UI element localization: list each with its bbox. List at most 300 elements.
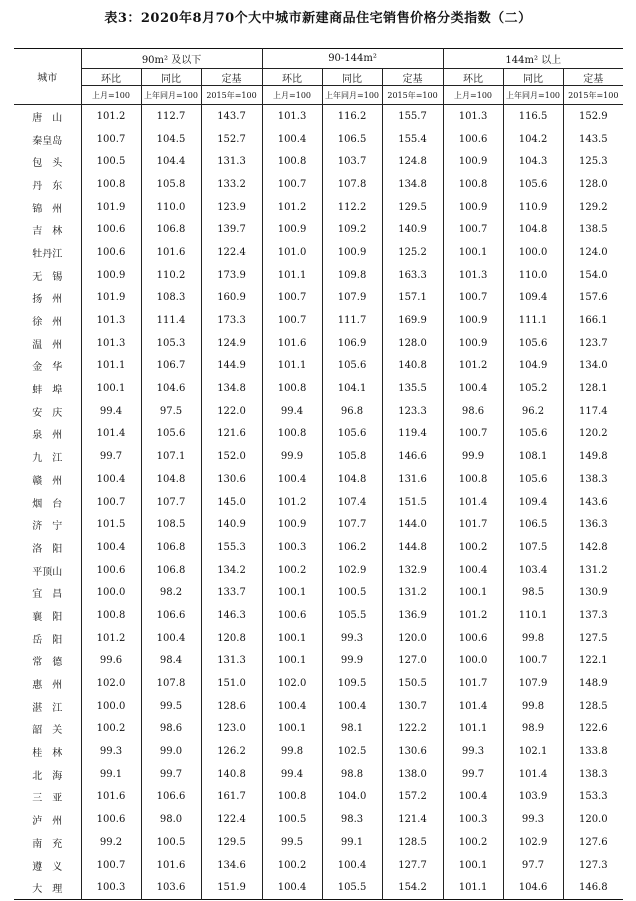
table-row [14,377,623,400]
index-value: 104.8 [141,468,201,491]
index-value: 128.1 [578,383,608,395]
index-value: 116.5 [503,105,563,128]
index-value: 138.0 [382,763,443,786]
index-value: 111.1 [503,309,563,332]
index-value: 99.8 [503,695,563,718]
index-value: 143.6 [578,496,608,508]
index-value: 139.7 [201,218,262,241]
index-value: 107.8 [141,672,201,695]
city-name: 包 头 [14,150,81,173]
index-value: 99.4 [262,763,322,786]
table-row [14,128,623,151]
index-value: 123.9 [201,196,262,219]
index-value: 100.0 [81,581,141,604]
index-value: 99.0 [141,740,201,763]
index-value: 98.0 [141,808,201,831]
index-value: 100.1 [262,581,322,604]
index-value: 125.3 [578,156,608,168]
index-value: 106.9 [322,332,382,355]
index-value: 99.5 [262,831,322,854]
city-name: 温 州 [14,332,81,355]
index-value: 105.6 [503,173,563,196]
index-value: 100.7 [262,287,322,310]
index-value: 100.9 [262,218,322,241]
index-value: 105.6 [503,332,563,355]
index-value: 127.3 [578,859,608,871]
city-name: 大 理 [14,876,81,899]
index-value: 100.7 [81,128,141,151]
index-value: 99.3 [503,808,563,831]
index-value: 99.4 [81,400,141,423]
index-value: 127.6 [578,836,608,848]
index-value: 143.5 [578,133,608,145]
index-value: 123.3 [382,400,443,423]
index-value: 128.6 [201,695,262,718]
index-value: 152.9 [578,110,608,122]
index-value: 107.1 [141,445,201,468]
table-row [14,627,623,650]
index-value: 100.3 [262,536,322,559]
index-value: 121.4 [382,808,443,831]
index-value: 100.7 [503,650,563,673]
index-value: 152.0 [201,445,262,468]
city-name: 秦皇岛 [14,128,81,151]
index-value: 133.2 [201,173,262,196]
index-value: 96.8 [322,400,382,423]
index-value: 100.7 [81,491,141,514]
index-value: 103.7 [322,150,382,173]
index-value: 105.6 [141,423,201,446]
index-value: 106.8 [141,536,201,559]
city-name: 遵 义 [14,854,81,877]
index-value: 107.8 [322,173,382,196]
index-value: 104.6 [141,377,201,400]
index-value: 173.9 [201,264,262,287]
city-name: 岳 阳 [14,627,81,650]
index-value: 101.1 [262,355,322,378]
index-value: 99.3 [322,627,382,650]
index-value: 100.0 [443,650,503,673]
index-value: 160.9 [201,287,262,310]
index-value: 100.6 [81,241,141,264]
index-value: 100.2 [443,831,503,854]
index-value: 124.9 [201,332,262,355]
index-value: 146.3 [201,604,262,627]
index-value: 100.4 [81,536,141,559]
table-row [14,355,623,378]
index-value: 103.6 [141,876,201,899]
index-value: 110.1 [503,604,563,627]
index-value: 128.0 [382,332,443,355]
city-name: 桂 林 [14,740,81,763]
index-value: 122.2 [382,718,443,741]
metric-header: 定基 [382,69,443,86]
table-row [14,196,623,219]
table-row [14,491,623,514]
table-row [14,536,623,559]
index-value: 103.4 [503,559,563,582]
city-name: 北 海 [14,763,81,786]
table-row [14,173,623,196]
index-value: 100.8 [81,604,141,627]
index-value: 127.0 [382,650,443,673]
index-value: 102.0 [81,672,141,695]
index-value: 122.4 [201,241,262,264]
index-value: 130.6 [201,468,262,491]
table-row [14,400,623,423]
index-value: 105.8 [322,445,382,468]
base-header: 上月=100 [81,86,141,105]
index-value: 108.5 [141,513,201,536]
index-value: 117.4 [578,405,608,417]
table-row [14,763,623,786]
index-value: 100.1 [443,241,503,264]
city-name: 惠 州 [14,672,81,695]
city-name: 安 庆 [14,400,81,423]
index-value: 99.1 [81,763,141,786]
city-name: 泸 州 [14,808,81,831]
base-header: 2015年=100 [201,86,262,105]
index-value: 100.8 [262,150,322,173]
index-value: 104.4 [141,150,201,173]
index-value: 151.9 [201,876,262,899]
index-value: 106.6 [141,604,201,627]
index-value: 106.2 [322,536,382,559]
index-value: 110.9 [503,196,563,219]
index-value: 104.9 [503,355,563,378]
index-value: 157.1 [382,287,443,310]
index-value: 99.6 [81,650,141,673]
index-value: 143.7 [201,105,262,128]
index-value: 100.4 [262,876,322,899]
index-value: 105.3 [141,332,201,355]
index-value: 134.0 [578,360,608,372]
index-value: 106.6 [141,786,201,809]
index-value: 129.5 [382,196,443,219]
index-value: 98.3 [322,808,382,831]
index-value: 109.4 [503,491,563,514]
index-value: 99.9 [443,445,503,468]
index-value: 99.8 [262,740,322,763]
index-value: 100.8 [81,173,141,196]
index-value: 130.7 [382,695,443,718]
index-value: 121.6 [201,423,262,446]
index-value: 101.3 [262,105,322,128]
index-value: 100.8 [262,423,322,446]
table-row [14,876,623,899]
table-row [14,287,623,310]
index-value: 99.7 [141,763,201,786]
base-header: 上月=100 [262,86,322,105]
index-value: 134.2 [201,559,262,582]
index-value: 155.7 [382,105,443,128]
index-value: 101.1 [81,355,141,378]
index-value: 124.0 [578,246,608,258]
index-value: 129.2 [578,201,608,213]
city-name: 烟 台 [14,491,81,514]
table-header [14,49,623,105]
index-value: 100.7 [262,309,322,332]
index-value: 136.3 [578,519,608,531]
index-value: 100.6 [262,604,322,627]
index-value: 98.9 [503,718,563,741]
group-header-large: 144m² 以上 [443,49,623,69]
index-value: 155.4 [382,128,443,151]
table-title: 表3：2020年8月70个大中城市新建商品住宅销售价格分类指数（二） [104,11,532,26]
city-name: 平顶山 [14,559,81,582]
metric-header: 环比 [443,69,503,86]
city-name: 南 充 [14,831,81,854]
table-row [14,468,623,491]
index-value: 100.8 [443,173,503,196]
base-header: 2015年=100 [382,86,443,105]
index-value: 100.5 [262,808,322,831]
index-value: 112.7 [141,105,201,128]
index-value: 99.3 [443,740,503,763]
index-value: 155.3 [201,536,262,559]
index-value: 101.4 [503,763,563,786]
index-value: 128.0 [578,178,608,190]
index-value: 104.0 [322,786,382,809]
index-value: 101.3 [81,309,141,332]
city-name: 锦 州 [14,196,81,219]
city-name: 襄 阳 [14,604,81,627]
index-value: 154.2 [382,876,443,899]
index-value: 100.7 [443,218,503,241]
index-value: 100.8 [262,786,322,809]
index-value: 151.5 [382,491,443,514]
table-row [14,105,623,128]
index-value: 100.4 [262,468,322,491]
city-name: 蚌 埠 [14,377,81,400]
index-value: 107.7 [141,491,201,514]
city-name: 无 锡 [14,264,81,287]
table-row [14,854,623,877]
index-value: 105.8 [141,173,201,196]
index-value: 150.5 [382,672,443,695]
index-value: 101.1 [262,264,322,287]
index-value: 99.2 [81,831,141,854]
index-value: 132.9 [382,559,443,582]
index-value: 110.0 [141,196,201,219]
index-value: 138.3 [578,768,608,780]
index-value: 101.4 [443,491,503,514]
index-value: 138.3 [578,473,608,485]
table-row [14,581,623,604]
city-name: 九 江 [14,445,81,468]
index-value: 109.5 [322,672,382,695]
index-value: 100.4 [262,695,322,718]
index-value: 101.1 [443,718,503,741]
index-value: 100.5 [81,150,141,173]
table-row [14,309,623,332]
index-value: 100.7 [81,854,141,877]
index-value: 110.2 [141,264,201,287]
index-value: 100.9 [81,264,141,287]
index-value: 100.8 [443,468,503,491]
index-value: 100.3 [443,808,503,831]
index-value: 110.0 [503,264,563,287]
index-value: 100.8 [262,377,322,400]
index-value: 99.3 [81,740,141,763]
index-value: 100.9 [443,309,503,332]
index-value: 102.0 [262,672,322,695]
table-row [14,241,623,264]
index-value: 106.7 [141,355,201,378]
index-value: 101.0 [262,241,322,264]
index-value: 101.6 [141,241,201,264]
index-value: 101.4 [443,695,503,718]
index-value: 153.3 [578,791,608,803]
index-value: 103.9 [503,786,563,809]
index-value: 101.2 [262,491,322,514]
city-name: 吉 林 [14,218,81,241]
index-value: 100.4 [141,627,201,650]
index-value: 100.9 [262,513,322,536]
index-value: 130.6 [382,740,443,763]
index-value: 109.4 [503,287,563,310]
index-value: 131.2 [382,581,443,604]
index-value: 105.5 [322,604,382,627]
index-value: 138.5 [578,224,608,236]
index-value: 98.1 [322,718,382,741]
table-row [14,831,623,854]
index-value: 99.9 [262,445,322,468]
index-value: 133.8 [578,746,608,758]
table-row [14,808,623,831]
base-header: 上年同月=100 [141,86,201,105]
index-value: 98.6 [141,718,201,741]
index-value: 100.4 [322,695,382,718]
index-value: 116.2 [322,105,382,128]
index-value: 101.9 [81,196,141,219]
index-value: 106.8 [141,559,201,582]
index-value: 112.2 [322,196,382,219]
index-value: 100.4 [443,559,503,582]
index-value: 161.7 [201,786,262,809]
base-header: 上年同月=100 [503,86,563,105]
index-value: 100.6 [443,128,503,151]
index-value: 140.9 [382,218,443,241]
index-value: 99.5 [141,695,201,718]
index-value: 131.2 [578,564,608,576]
table-row [14,786,623,809]
index-value: 144.0 [382,513,443,536]
index-value: 120.0 [382,627,443,650]
table-row [14,718,623,741]
index-value: 104.8 [503,218,563,241]
index-value: 151.0 [201,672,262,695]
index-value: 105.6 [503,468,563,491]
index-value: 169.9 [382,309,443,332]
index-value: 149.8 [578,451,608,463]
index-value: 105.6 [322,355,382,378]
table-row [14,650,623,673]
index-value: 120.0 [578,814,608,826]
index-value: 105.6 [322,423,382,446]
index-value: 101.9 [81,287,141,310]
index-value: 100.5 [141,831,201,854]
index-value: 100.5 [322,581,382,604]
index-value: 100.4 [443,786,503,809]
index-value: 100.4 [81,468,141,491]
index-value: 111.4 [141,309,201,332]
index-value: 122.6 [578,723,608,735]
index-value: 101.2 [443,604,503,627]
index-value: 106.8 [141,218,201,241]
table-row [14,445,623,468]
index-value: 104.1 [322,377,382,400]
index-value: 101.6 [262,332,322,355]
index-value: 123.7 [578,337,608,349]
index-value: 100.1 [443,854,503,877]
index-value: 129.5 [201,831,262,854]
index-value: 100.9 [443,332,503,355]
index-value: 163.3 [382,264,443,287]
index-value: 131.3 [201,150,262,173]
index-value: 140.8 [382,355,443,378]
index-value: 100.7 [443,423,503,446]
index-value: 109.8 [322,264,382,287]
metric-header: 环比 [262,69,322,86]
index-value: 144.8 [382,536,443,559]
base-header: 上年同月=100 [322,86,382,105]
index-value: 108.3 [141,287,201,310]
index-value: 99.4 [262,400,322,423]
index-value: 101.3 [443,105,503,128]
index-value: 108.1 [503,445,563,468]
table-body [14,105,623,900]
index-value: 123.0 [201,718,262,741]
base-header: 2015年=100 [563,86,623,105]
index-value: 100.7 [262,173,322,196]
index-value: 101.3 [81,332,141,355]
index-value: 145.0 [201,491,262,514]
index-value: 100.9 [443,150,503,173]
city-name: 泉 州 [14,423,81,446]
metric-header: 同比 [141,69,201,86]
index-value: 106.5 [322,128,382,151]
index-value: 100.3 [81,876,141,899]
metric-header: 定基 [201,69,262,86]
index-value: 140.8 [201,763,262,786]
index-value: 122.0 [201,400,262,423]
index-value: 152.7 [201,128,262,151]
index-value: 99.8 [503,627,563,650]
base-header: 上月=100 [443,86,503,105]
index-value: 122.4 [201,808,262,831]
index-value: 127.7 [382,854,443,877]
table-row [14,264,623,287]
city-name: 金 华 [14,355,81,378]
group-header-small: 90m² 及以下 [81,49,262,69]
city-column-header: 城市 [14,49,81,105]
index-value: 100.1 [262,650,322,673]
index-value: 100.2 [81,718,141,741]
index-value: 100.6 [443,627,503,650]
city-name: 唐 山 [14,105,81,128]
index-value: 148.9 [578,678,608,690]
index-value: 101.6 [141,854,201,877]
index-value: 100.2 [262,854,322,877]
index-value: 99.9 [322,650,382,673]
metric-header: 定基 [563,69,623,86]
index-value: 140.9 [201,513,262,536]
index-value: 144.9 [201,355,262,378]
index-value: 107.9 [503,672,563,695]
index-value: 120.8 [201,627,262,650]
index-value: 133.7 [201,581,262,604]
